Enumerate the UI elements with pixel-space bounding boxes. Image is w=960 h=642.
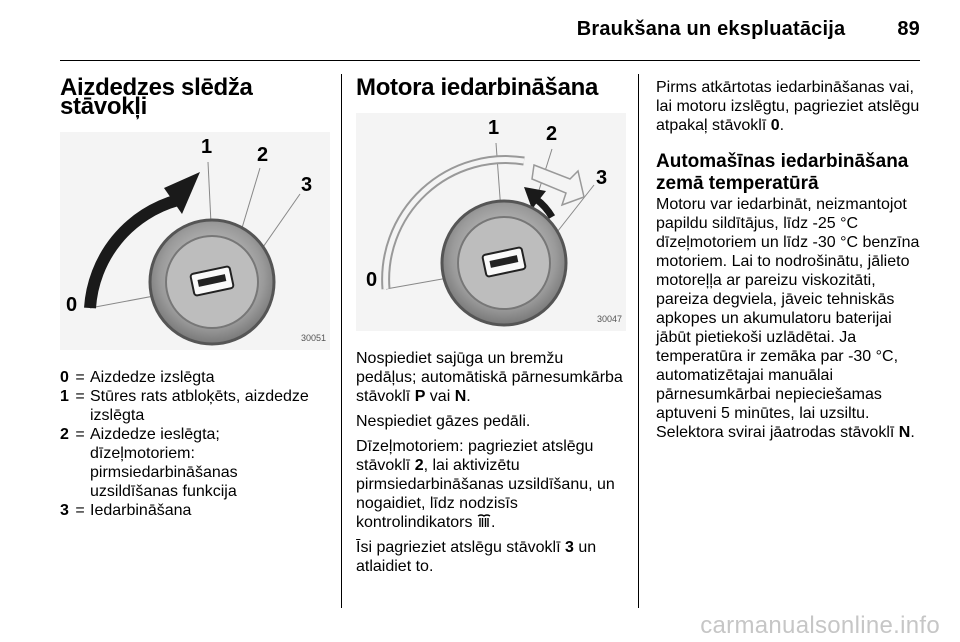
legend-key: 3 <box>60 502 69 519</box>
figure-label-3: 3 <box>301 174 313 196</box>
ignition-switch-diagram <box>60 132 330 350</box>
text-run: . <box>910 424 915 441</box>
legend-item <box>60 368 330 387</box>
right-column <box>656 78 928 448</box>
position-0: 0 <box>770 117 780 134</box>
position-2: 2 <box>414 457 424 474</box>
legend-key: 2 <box>60 426 69 443</box>
section-heading-ignition: Aizdedzes slēdža stāvokļi <box>60 74 253 120</box>
legend-eq: = <box>75 426 85 443</box>
legend-eq: = <box>75 369 85 386</box>
left-column <box>60 72 330 520</box>
legend-text: Aizdedze ieslēgta; dīzeļmotoriem: pirmsiedarbināšanas uzsildīšanas funkcija <box>90 426 238 500</box>
position-p: P <box>414 388 426 405</box>
paragraph <box>356 437 626 532</box>
legend-eq: = <box>75 502 85 519</box>
figure-label-2: 2 <box>546 123 558 145</box>
section-heading-engine-start: Motora iedarbināšana <box>356 74 599 101</box>
position-3: 3 <box>565 539 574 556</box>
text-run: , lai aktivizētu pirmsiedarbināšanas uzsildīšanu, un nogaidiet, līdz nodzisīs kontrolindikators <box>356 457 615 531</box>
position-n: N <box>898 424 911 441</box>
text-run: Pirms atkārtotas iedarbināšanas vai, lai motoru izslēgtu, pagrieziet atslēgu atpakaļ stāvoklī <box>656 79 920 134</box>
glow-plug-icon <box>477 513 491 529</box>
legend-key: 0 <box>60 369 69 386</box>
text-run: Nospiediet sajūga un bremžu pedāļus; automātiskā pārnesumkārba stāvoklī <box>356 350 623 405</box>
text-run: Dīzeļmotoriem: pagrieziet atslēgu stāvoklī <box>356 438 594 474</box>
legend-text: Aizdedze izslēgta <box>90 369 215 386</box>
text-run: Īsi pagrieziet atslēgu stāvoklī <box>356 539 565 556</box>
engine-start-diagram <box>356 113 626 331</box>
figure-label-0: 0 <box>366 269 378 291</box>
text-run: Motoru var iedarbināt, neizmantojot papildu sildītājus, līdz -25 °C dīzeļmotoriem un līdz -30 °C benzīna motoriem. Lai to nodrošinātu, jālieto motoreļļa ar pareizu viskozitāti, pareiza degviela, jāveic tehniskās apkopes un akumulatoru baterijai jābūt pietiekoši uzlādētai. Ja temperatūra ir zemāka par -30 °C, automatizētajai manuālai pārnesumkārbai nepieciešamas aptuveni 5 minūtes, lai uzsiltu. Selektora svirai jāatrodas stāvoklī <box>656 196 920 441</box>
paragraph: Nespiediet gāzes pedāli. <box>356 413 531 430</box>
figure-number: 30047 <box>596 314 622 324</box>
header-title: Braukšana un ekspluatācija <box>576 18 846 40</box>
position-n: N <box>454 388 467 405</box>
middle-body <box>356 349 626 576</box>
text-run: vai <box>425 388 455 405</box>
legend-item <box>60 425 330 501</box>
figure-label-1: 1 <box>488 117 500 139</box>
section-heading-cold-start: Automašīnas iedarbināšana zemā temperatūrā <box>656 151 909 194</box>
column-divider-2 <box>638 74 639 608</box>
legend-list <box>60 368 330 520</box>
legend-key: 1 <box>60 388 69 405</box>
text-run: . <box>490 514 496 531</box>
page-number: 89 <box>897 18 920 40</box>
column-divider-1 <box>341 74 342 608</box>
figure-number: 30051 <box>300 333 326 343</box>
ignition-switch-figure <box>60 132 330 350</box>
legend-eq: = <box>75 388 85 405</box>
header-rule <box>60 60 920 61</box>
engine-start-figure <box>356 113 626 331</box>
text-run: . <box>466 388 471 405</box>
watermark: carmanualsonline.info <box>700 612 940 639</box>
middle-column <box>356 72 626 582</box>
paragraph <box>356 349 626 406</box>
figure-label-2: 2 <box>257 144 269 166</box>
legend-item <box>60 501 330 520</box>
text-run: un atlaidiet to. <box>356 539 597 575</box>
paragraph <box>656 78 928 135</box>
text-run: . <box>779 117 785 134</box>
legend-text: Iedarbināšana <box>90 502 192 519</box>
legend-text: Stūres rats atbloķēts, aizdedze izslēgta <box>90 388 309 424</box>
page-header <box>577 18 920 41</box>
legend-item <box>60 387 330 425</box>
figure-label-0: 0 <box>66 294 78 316</box>
paragraph <box>356 538 626 576</box>
paragraph <box>656 195 928 442</box>
figure-label-3: 3 <box>596 167 608 189</box>
figure-label-1: 1 <box>201 136 213 158</box>
